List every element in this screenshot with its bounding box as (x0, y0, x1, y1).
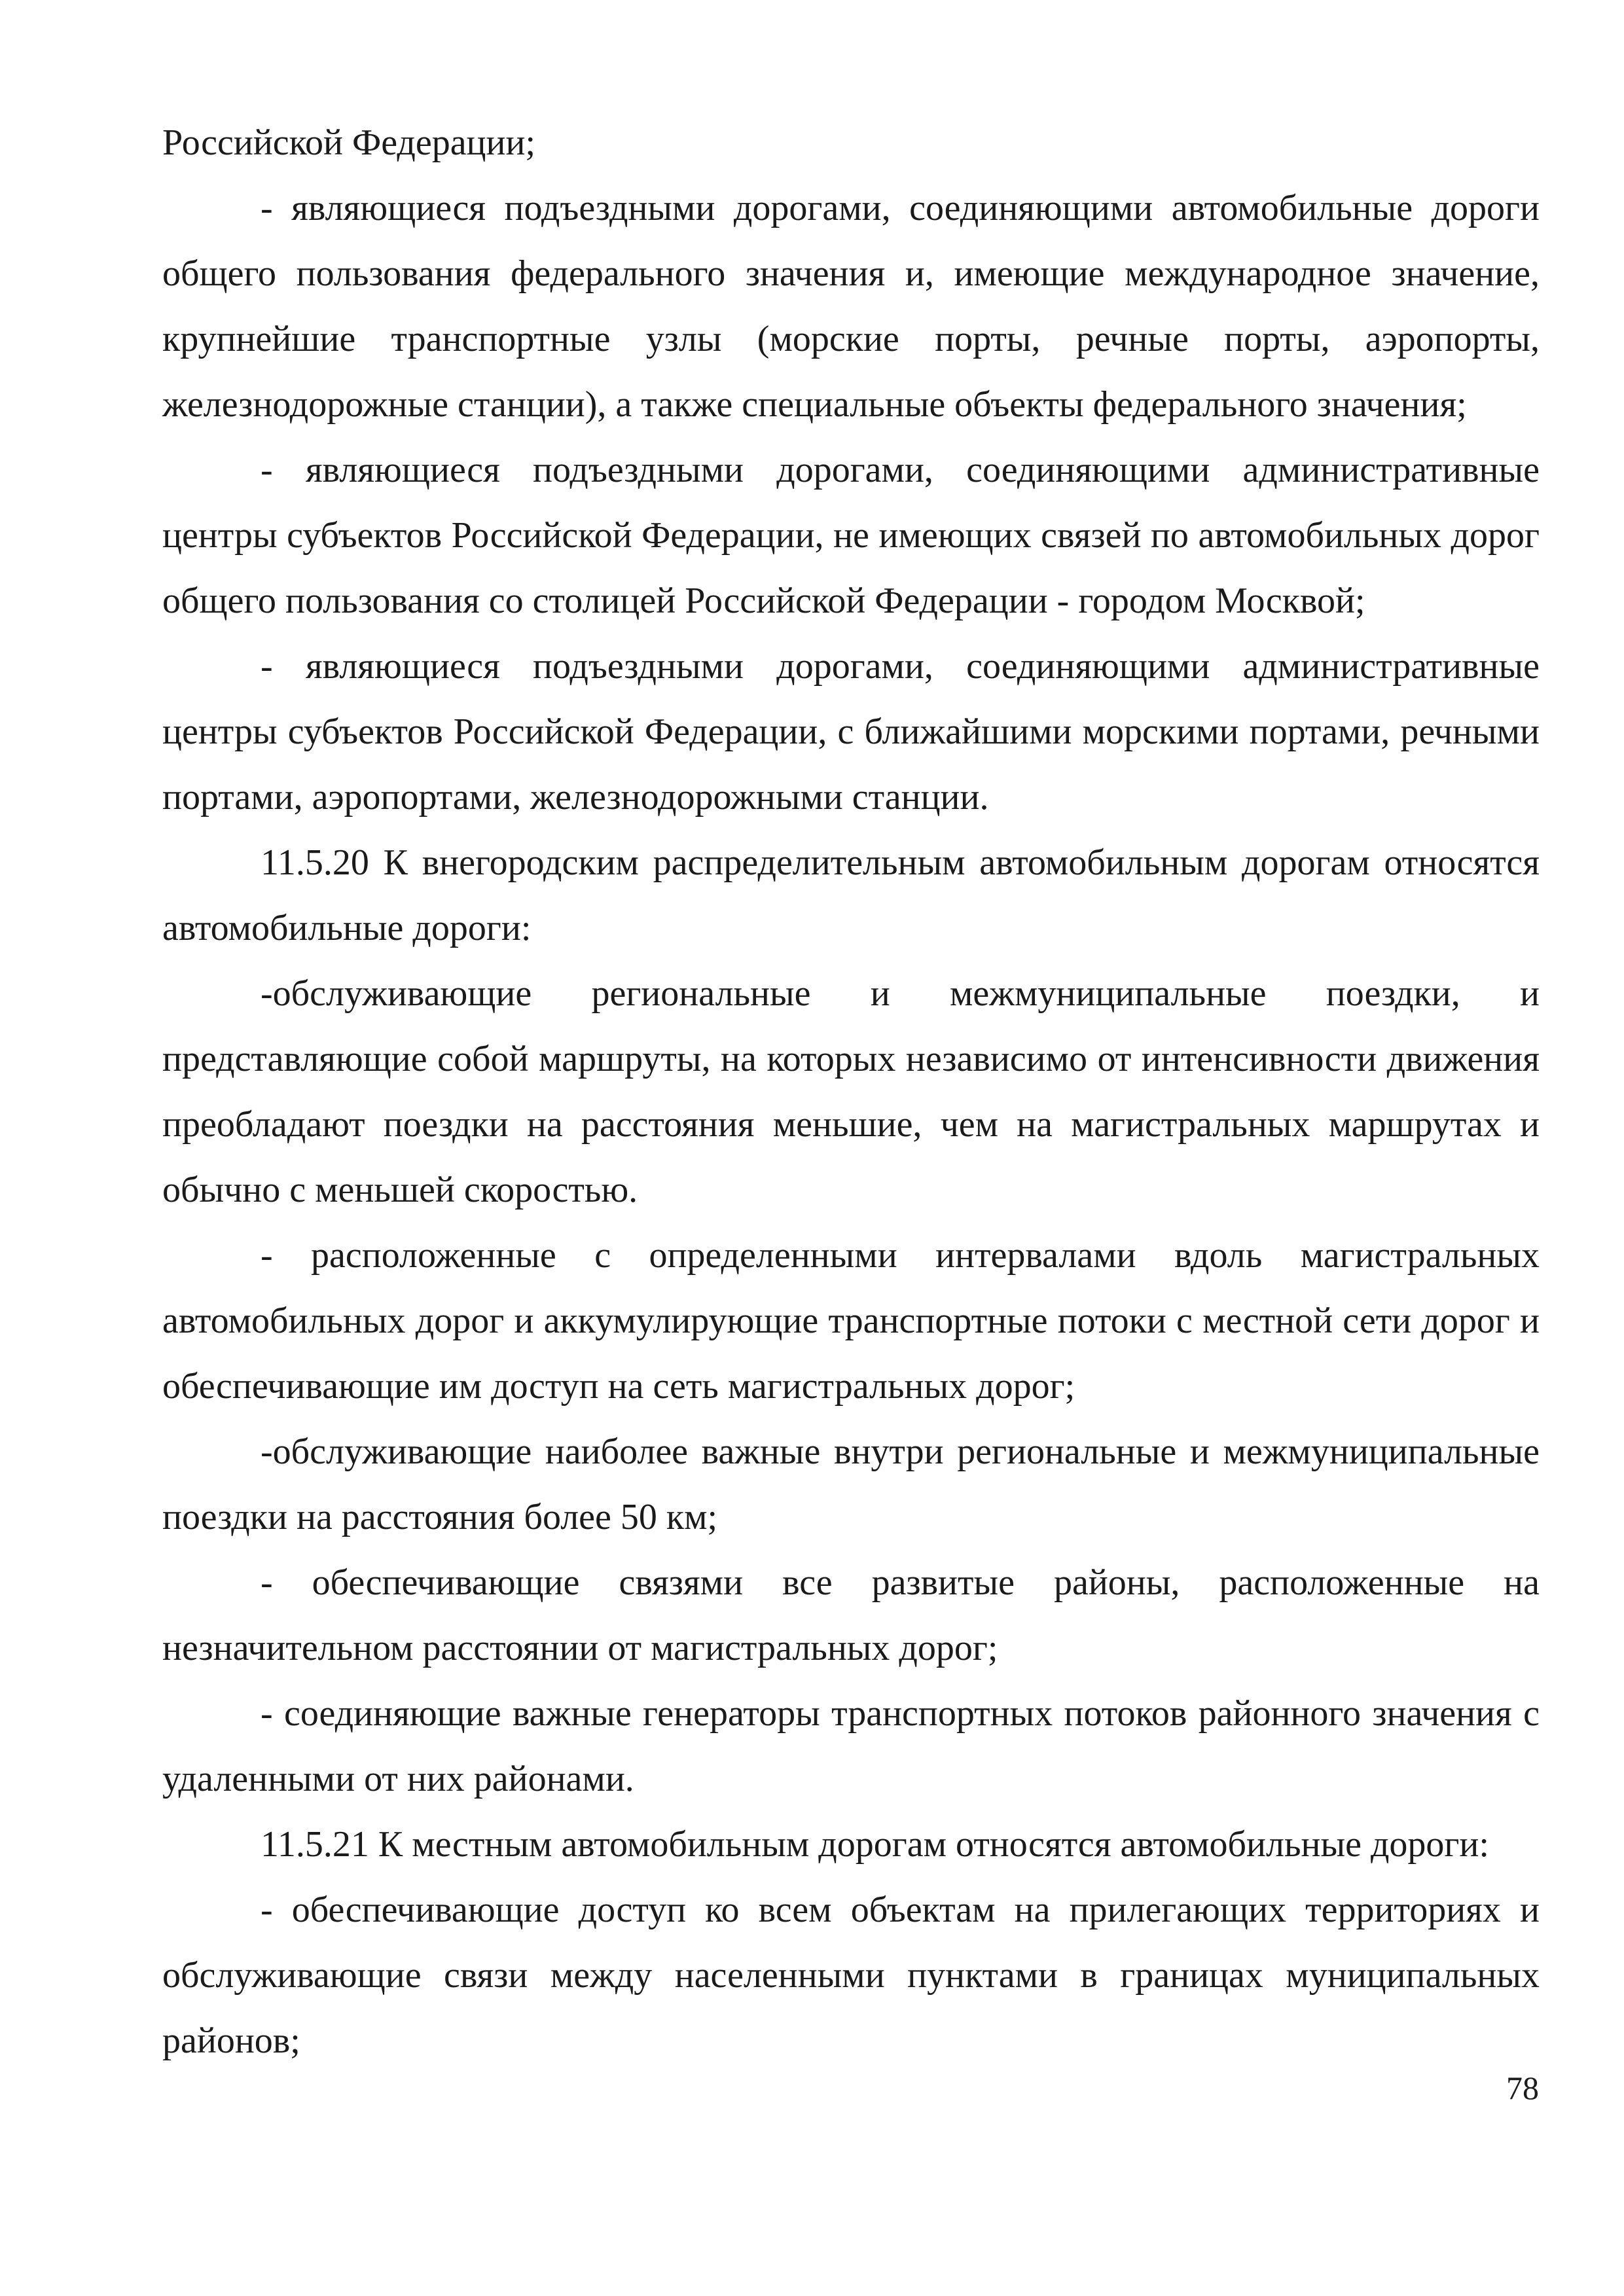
paragraph: Российской Федерации; (162, 122, 536, 163)
paragraph: - расположенные с определенными интервалами вдоль магистральных автомобильных дорог и аккумулирующие транспортные потоки с местной сети дорог и обеспечивающие им доступ на сеть магистральных дорог; (162, 1235, 1540, 1407)
paragraph: - являющиеся подъездными дорогами, соединяющими автомобильные дороги общего пользования федерального значения и, имеющие международное значение, крупнейшие транспортные узлы (морские порты, речные порты, аэропорты, железнодорожные станции), а также специальные объекты федерального значения; (162, 188, 1540, 425)
section-paragraph: 11.5.20 К внегородским распределительным автомобильным дорогам относятся автомобильные дороги: (162, 842, 1540, 948)
paragraph: - обеспечивающие связями все развитые районы, расположенные на незначительном расстоянии от магистральных дорог; (162, 1562, 1540, 1668)
paragraph: - являющиеся подъездными дорогами, соединяющими административные центры субъектов Российской Федерации, не имеющих связей по автомобильных дорог общего пользования со столицей Российской Федерации - городом Москвой; (162, 450, 1540, 621)
paragraph: - обеспечивающие доступ ко всем объектам на прилегающих территориях и обслуживающие связи между населенными пунктами в границах муниципальных районов; (162, 1890, 1540, 2061)
paragraph: - соединяющие важные генераторы транспортных потоков районного значения с удаленными от них районами. (162, 1693, 1540, 1799)
paragraph: -обслуживающие наиболее важные внутри региональные и межмуниципальные поездки на расстояния более 50 км; (162, 1431, 1540, 1537)
paragraph: -обслуживающие региональные и межмуниципальные поездки, и представляющие собой маршруты, на которых независимо от интенсивности движения преобладают поездки на расстояния меньшие, чем на магистральных маршрутах и обычно с меньшей скоростью. (162, 973, 1540, 1210)
paragraph: - являющиеся подъездными дорогами, соединяющими административные центры субъектов Российской Федерации, с ближайшими морскими портами, речными портами, аэропортами, железнодорожными станции. (162, 646, 1540, 817)
page-number: 78 (1506, 2070, 1539, 2106)
section-paragraph: 11.5.21 К местным автомобильным дорогам относятся автомобильные дороги: (261, 1824, 1489, 1865)
body-text (162, 110, 1540, 2073)
